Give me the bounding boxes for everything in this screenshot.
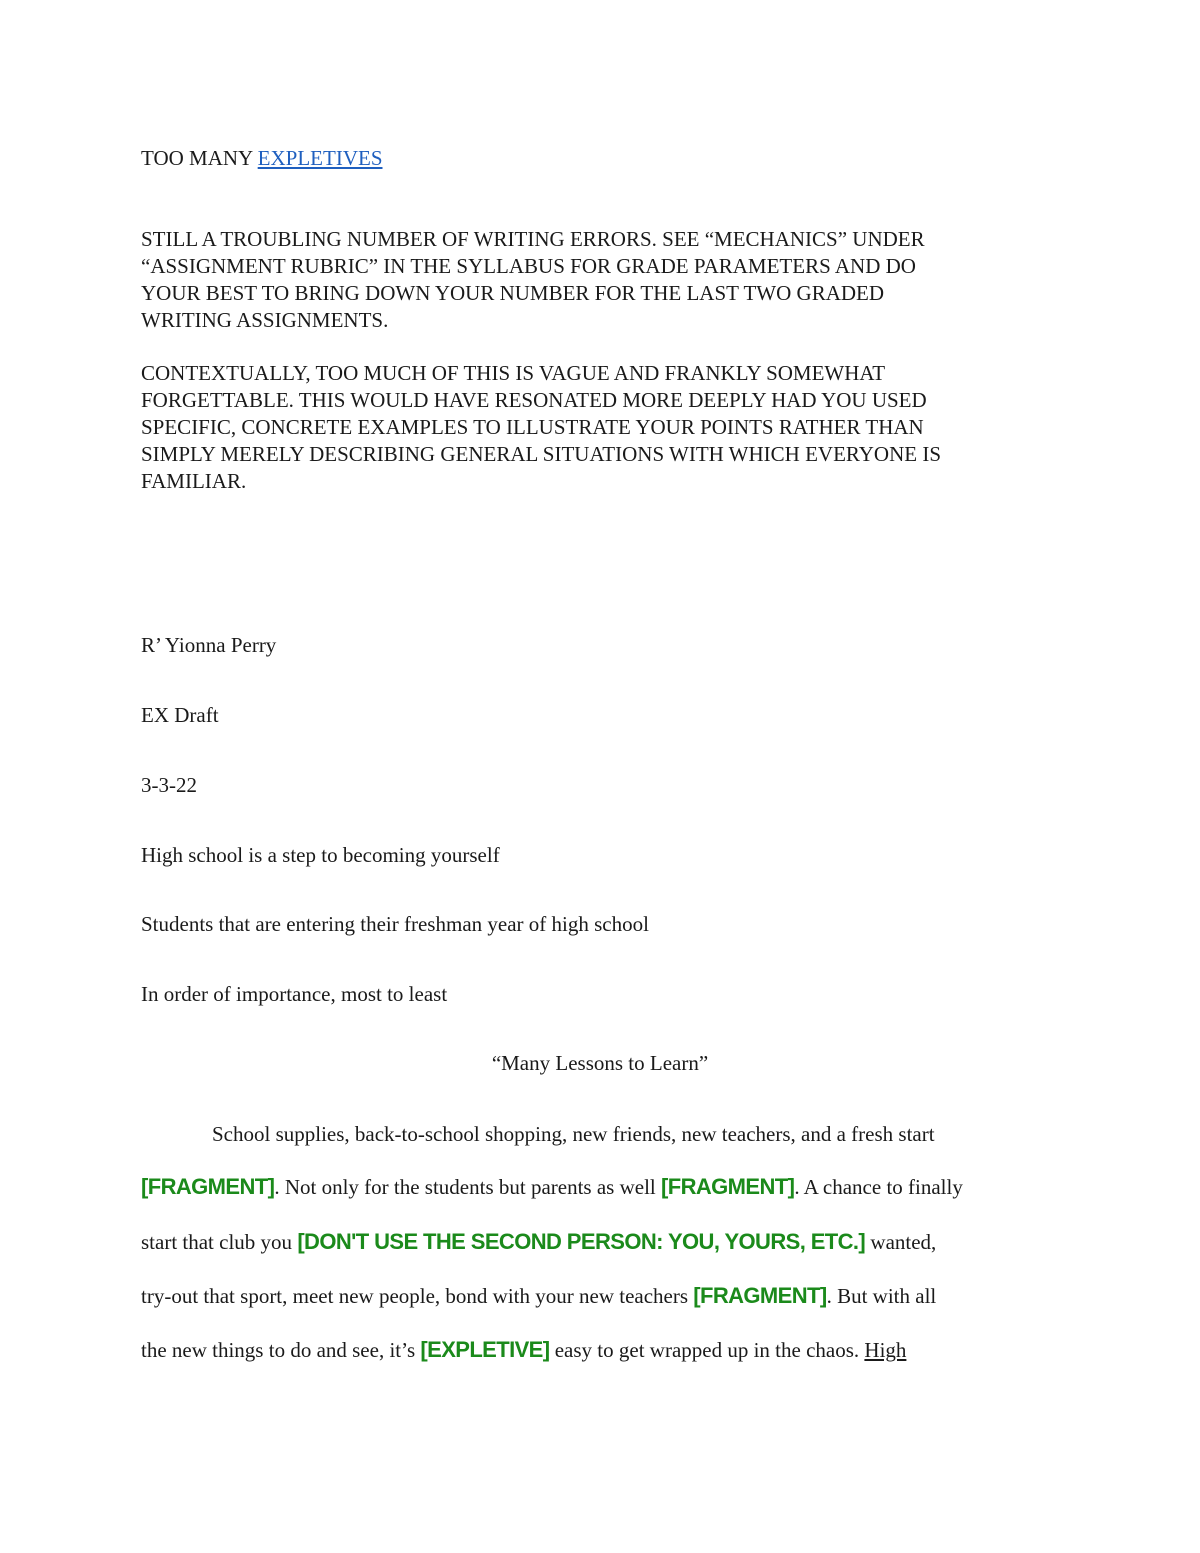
essay-line-5 <box>141 1337 906 1363</box>
comment-context-line-1: CONTEXTUALLY, TOO MUCH OF THIS IS VAGUE AND FRANKLY SOMEWHAT <box>141 361 886 385</box>
comment-mechanics-line-3: YOUR BEST TO BRING DOWN YOUR NUMBER FOR THE LAST TWO GRADED <box>141 281 885 305</box>
comment-mechanics-line-4: WRITING ASSIGNMENTS. <box>141 308 389 332</box>
essay-line-4 <box>141 1283 936 1309</box>
fragment-tag: [FRAGMENT] <box>141 1174 275 1199</box>
comment-mechanics-line-1: STILL A TROUBLING NUMBER OF WRITING ERRORS. SEE “MECHANICS” UNDER <box>141 227 925 251</box>
fragment-tag: [FRAGMENT] <box>661 1174 795 1199</box>
essay-text: . A chance to finally <box>794 1175 963 1199</box>
essay-text: the new things to do and see, it’s <box>141 1338 421 1362</box>
comment-expletives <box>141 145 383 171</box>
essay-line-3 <box>141 1229 936 1255</box>
fragment-tag: [FRAGMENT] <box>693 1283 827 1308</box>
essay-text: wanted, <box>865 1230 937 1254</box>
draft-date: 3-3-22 <box>141 773 197 797</box>
essay-line-1: School supplies, back-to-school shopping, new friends, new teachers, and a fresh start <box>212 1122 935 1146</box>
underlined-text: High <box>864 1338 907 1362</box>
audience-line: Students that are entering their freshman year of high school <box>141 912 649 936</box>
essay-text: start that club you <box>141 1230 298 1254</box>
expletive-tag: [EXPLETIVE] <box>420 1337 550 1362</box>
comment-context-line-5: FAMILIAR. <box>141 469 247 493</box>
expletives-link[interactable]: EXPLETIVES <box>257 146 383 170</box>
essay-line-2 <box>141 1174 963 1200</box>
comment-context-line-2: FORGETTABLE. THIS WOULD HAVE RESONATED MORE DEEPLY HAD YOU USED <box>141 388 927 412</box>
essay-title: “Many Lessons to Learn” <box>491 1051 709 1075</box>
essay-text: . Not only for the students but parents as well <box>274 1175 661 1199</box>
comment-expletives-prefix: TOO MANY <box>141 146 258 170</box>
comment-context-line-3: SPECIFIC, CONCRETE EXAMPLES TO ILLUSTRATE YOUR POINTS RATHER THAN <box>141 415 924 439</box>
second-person-tag: [DON'T USE THE SECOND PERSON: YOU, YOURS, ETC.] <box>297 1229 866 1254</box>
thesis-line: High school is a step to becoming yourself <box>141 843 500 867</box>
draft-label: EX Draft <box>141 703 219 727</box>
comment-context-line-4: SIMPLY MERELY DESCRIBING GENERAL SITUATIONS WITH WHICH EVERYONE IS <box>141 442 941 466</box>
comment-mechanics-line-2: “ASSIGNMENT RUBRIC” IN THE SYLLABUS FOR GRADE PARAMETERS AND DO <box>141 254 916 278</box>
essay-text: try-out that sport, meet new people, bond with your new teachers <box>141 1284 694 1308</box>
essay-text: . But with all <box>826 1284 937 1308</box>
essay-text: easy to get wrapped up in the chaos. <box>549 1338 865 1362</box>
author-name: R’ Yionna Perry <box>141 633 277 657</box>
order-line: In order of importance, most to least <box>141 982 448 1006</box>
